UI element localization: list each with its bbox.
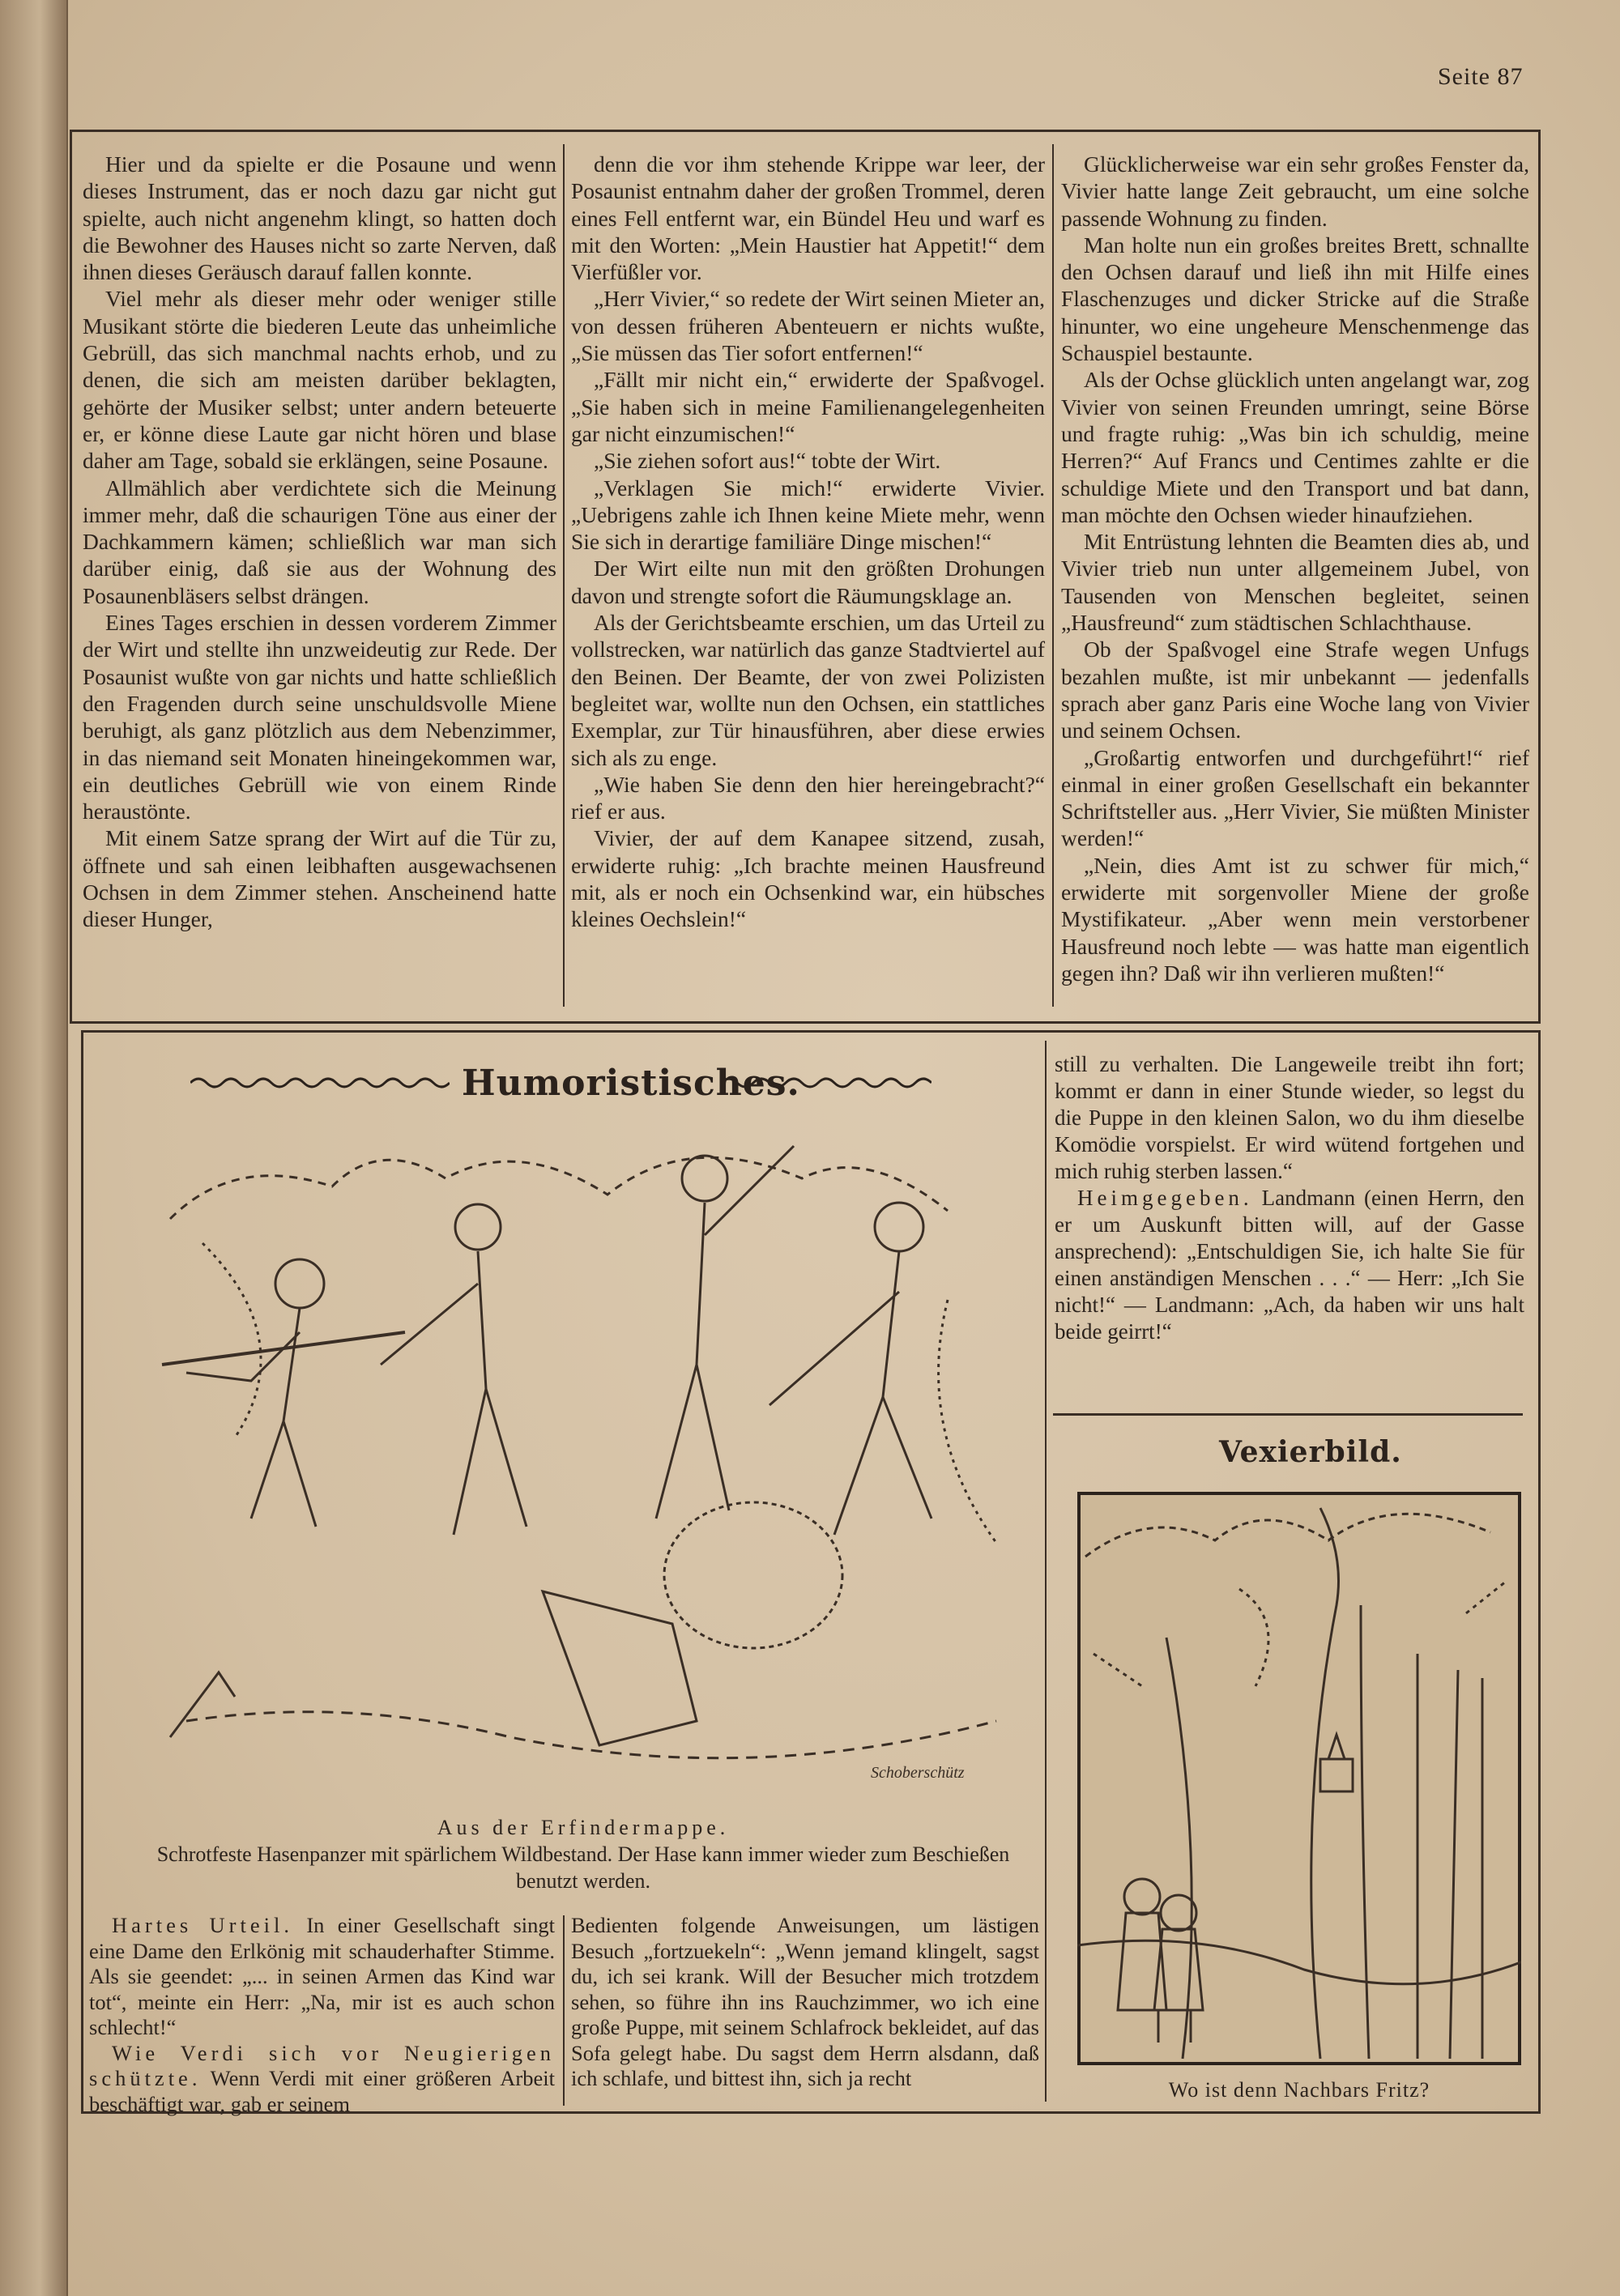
paragraph: Mit einem Satze sprang der Wirt auf die Tür zu, öffnete und sah einen leibhaften ausgewachsenen Ochsen in dem Zimmer stehen. Anscheinend hatte dieser Hunger, [83,825,556,932]
title-ornament-left [190,1074,450,1092]
section-divider [1053,1413,1523,1416]
paragraph: Als der Ochse glücklich unten angelangt war, zog Vivier von seinen Freunden umringt, seine Börse und fragte ruhig: „Was bin ich schuldig, meine Herren?“ Auf Francs und Centimes zahlte er die schuldige Miete und den Transport und bat dann, man möchte den Ochsen wieder hinaufziehen. [1061,367,1529,527]
paragraph: „Verklagen Sie mich!“ erwiderte Vivier. „Uebrigens zahle ich Ihnen keine Miete mehr, wenn Sie sich in derartige familiäre Dinge mischen!“ [571,475,1045,555]
paragraph: Hier und da spielte er die Posaune und wenn dieses Instrument, das er noch dazu gar nicht gut spielte, auch nicht angenehm klingt, so hatten doch die Bewohner des Hauses nicht so zarte Nerven, daß ihnen dieses Geräusch darauf fallen konnte. [83,151,556,285]
paragraph: Ob der Spaßvogel eine Strafe wegen Unfugs bezahlen mußte, ist mir unbekannt — jedenfalls sprach aber ganz Paris eine Woche lang von Vivier und seinem Ochsen. [1061,637,1529,743]
anecdote-heading: Hartes Urteil. [112,1913,293,1937]
paragraph [1055,1185,1524,1345]
paragraph [89,2041,555,2118]
anecdote-text: Wenn Verdi mit einer größeren Arbeit beschäftigt war, gab er seinem [89,2066,555,2116]
paragraph: „Wie haben Sie denn den hier hereingebracht?“ rief er aus. [571,771,1045,824]
paragraph: „Fällt mir nicht ein,“ erwiderte der Spaßvogel. „Sie haben sich in meine Familienangelegenheiten gar nicht einzumischen!“ [571,367,1045,446]
paragraph [1055,1051,1524,1185]
anecdote-text: In einer Gesellschaft singt eine Dame den Erlkönig mit schauderhafter Stimme. Als sie geendet: „... in seinen Armen das Kind war tot“, meinte ein Herr: „Na, mir ist es auch schon schlecht!“ [89,1913,555,2039]
column-rule [563,1915,565,2106]
paragraph: „Sie ziehen sofort aus!“ tobte der Wirt. [594,448,941,474]
paragraph: Mit Entrüstung lehnten die Beamten dies ab, und Vivier trieb nun unter allgemeinem Jubel, von Tausenden von Menschen begleitet, seinen „Hausfreund“ zum städtischen Schlachthause. [1061,529,1529,636]
story-column-1 [83,151,556,933]
caption-title: Aus der Erfindermappe. [437,1816,730,1839]
story-column-3 [1061,151,1529,986]
paragraph: „Großartig entworfen und durchgeführt!“ rief einmal in einer großen Gesellschaft ein bekannter Schriftsteller aus. „Herr Vivier, Sie müßten Minister werden!“ [1061,744,1529,851]
anecdote-column-b [571,1913,1039,2092]
paragraph: Vivier, der auf dem Kanapee sitzend, zusah, erwiderte ruhig: „Ich brachte meinen Hausfreund mit, als er noch ein Ochsenkind war, ein hübsches kleines Oechslein!“ [571,825,1045,932]
paragraph [89,1913,555,2041]
anecdote-text: still zu verhalten. Die Langeweile treibt ihn fort; kommt er dann in einer Stunde wieder, so legst du die Puppe in den kleinen Salon, wo du ihm dieselbe Komödie vorspielst. Er wird wütend fortgehen und mich ruhig sterben lassen.“ [1055,1052,1524,1183]
anecdote-text: Landmann (einen Herrn, den er um Auskunft bitten will, auf der Gasse ansprechend): „Entschuldigen Sie, ich halte Sie für einen anständigen Menschen . . .“ — Herr: „Ich Sie nicht!“ — Landmann: „Ach, da haben wir uns halt beide geirrt!“ [1055,1186,1524,1344]
paragraph: Glücklicherweise war ein sehr großes Fenster da, Vivier hatte lange Zeit gebraucht, um eine solche passende Wohnung zu finden. [1061,151,1529,231]
puzzle-title: Vexierbild. [1219,1435,1402,1469]
previous-page-edge [0,0,68,2296]
anecdote-heading: Heimgegeben. [1077,1186,1253,1210]
paragraph: Man holte nun ein großes breites Brett, schnallte den Ochsen darauf und ließ ihn mit Hilfe eines Flaschenzuges und dicker Stricke auf die Straße hinunter, wo eine ungeheure Menschenmenge das Schauspiel bestaunte. [1061,232,1529,366]
story-column-2 [571,151,1045,933]
paragraph: Eines Tages erschien in dessen vorderem Zimmer der Wirt und stellte ihn unzweideutig zur Rede. Der Posaunist wußte von gar nichts und hatte schließlich den Fragenden durch seine unschuldsvolle Miene beruhigt, als ganz plötzlich aus dem Nebenzimmer, in das niemand seit Monaten hineingekommen war, ein deutliches Gebrüll wie von einem Rinde heraustönte. [83,610,556,824]
illustration-signature: Schoberschütz [871,1764,965,1782]
anecdote-text: Bedienten folgende Anweisungen, um lästigen Besuch „fortzuekeln“: „Wenn jemand klingelt, sagst du, ich sei krank. Will der Besucher mich trotzdem sehen, so führe ihn ins Rauchzimmer, wo ich eine große Puppe, mit seinem Schlafrock bekleidet, auf das Sofa gelegt habe. Du sagst dem Herrn alsdann, daß ich schlafe, und bittest ihn, sich ja recht [571,1913,1039,2090]
anecdote-heading: Wie Verdi sich vor Neugierigen schützte. [89,2040,555,2090]
humor-title: Humoristisches. [462,1063,800,1104]
paragraph: Der Wirt eilte nun mit den größten Drohungen davon und strengte sofort die Räumungsklage an. [571,556,1045,608]
anecdote-column-c [1055,1051,1524,1345]
column-rule [563,144,565,1007]
hunting-illustration [138,1122,1029,1818]
caption-text: Schrotfeste Hasenpanzer mit spärlichem Wildbestand. Der Hase kann immer wieder zum Beschießen benutzt werden. [156,1842,1010,1893]
title-ornament-right [721,1074,932,1092]
paragraph: Allmählich aber verdichtete sich die Meinung immer mehr, daß die schaurigen Töne aus einer der Dachkammern kämen; schließlich war man sich darüber einig, daß sie aus der Wohnung des Posaunenbläsers selbst drängen. [83,475,556,608]
paragraph: Als der Gerichtsbeamte erschien, um das Urteil zu vollstrecken, war natürlich das ganze Stadtviertel auf den Beinen. Der Beamte, der von zwei Polizisten begleitet war, wollte nun den Ochsen, ein stattliches Exemplar, zur Tür hinausführen, aber diese erwies sich als zu enge. [571,610,1045,770]
paragraph: „Herr Vivier,“ so redete der Wirt seinen Mieter an, von dessen früheren Abenteuern er nichts wußte, „Sie müssen das Tier sofort entfernen!“ [571,286,1045,366]
illustration-caption [138,1814,1029,1894]
paragraph [571,1913,1039,2092]
puzzle-caption: Wo ist denn Nachbars Fritz? [1168,2078,1430,2102]
column-rule [1052,144,1054,1007]
column-rule [1045,1041,1047,2102]
paragraph: denn die vor ihm stehende Krippe war leer, der Posaunist entnahm daher der großen Trommel, deren eines Fell entfernt war, ein Bündel Heu und warf es mit den Worten: „Mein Haustier hat Appetit!“ dem Vierfüßler vor. [571,151,1045,285]
page-number: Seite 87 [1438,63,1524,90]
paragraph: „Nein, dies Amt ist zu schwer für mich,“ erwiderte mit sorgenvoller Miene der große Mystifikateur. „Aber wenn mein verstorbener Hausfreund noch lebte — was hatte man eigentlich gegen ihn? Daß wir ihn verlieren mußten!“ [1061,852,1529,986]
paragraph: Viel mehr als dieser mehr oder weniger stille Musikant störte die biederen Leute das unheimliche Gebrüll, das sich manchmal nachts erhob, und zu denen, die sich am meisten darüber beklagten, gehörte der Musiker selbst; unter andern beteuerte er, er könne diese Laute gar nicht hören und blase daher am Tage, sobald sie erklängen, seine Posaune. [83,286,556,474]
anecdote-column-a [89,1913,555,2117]
puzzle-picture [1077,1492,1521,2065]
